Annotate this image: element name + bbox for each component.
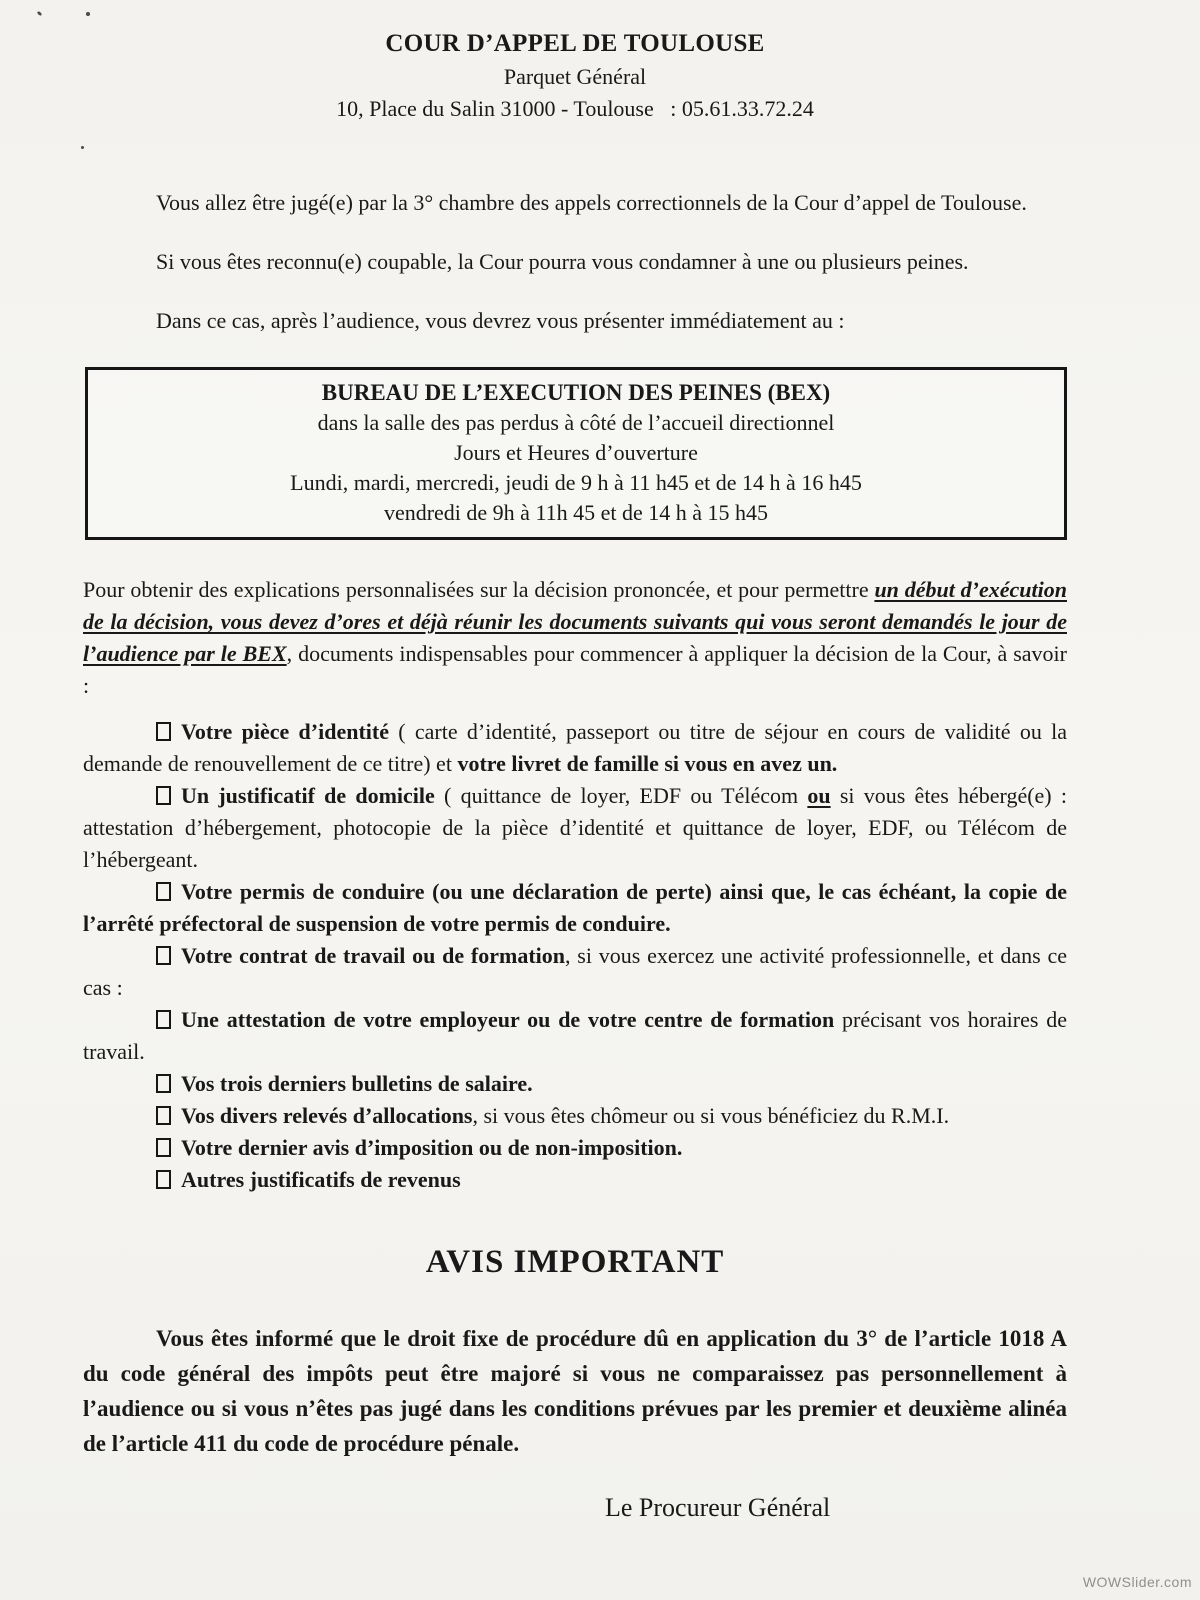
item-text-segment: précisant vos horaires de travail. — [83, 1007, 1067, 1064]
document-content — [83, 0, 1067, 1523]
item-text-segment: votre livret de famille si vous en avez un. — [457, 751, 838, 776]
item-text-segment: Un justificatif de domicile — [181, 783, 435, 808]
explain-paragraph — [83, 574, 1067, 702]
checklist — [83, 716, 1067, 1196]
header-subtitle: Parquet Général — [503, 64, 647, 89]
checklist-item — [83, 780, 1067, 876]
bex-location: dans la salle des pas perdus à côté de l’accueil directionnel — [317, 410, 835, 435]
checklist-item — [83, 1164, 1067, 1196]
avis-heading: AVIS IMPORTANT — [425, 1244, 725, 1280]
watermark: WOWSlider.com — [1082, 1574, 1192, 1590]
checkbox-icon — [156, 1170, 171, 1189]
item-text-segment: , si vous êtes chômeur ou si vous bénéficiez du R.M.I. — [472, 1103, 950, 1128]
header-address: 10, Place du Salin 31000 - Toulouse : 05.61.33.72.24 — [336, 96, 814, 121]
explain-emphasis: un début d’exécution de la décision, vous devez d’ores et déjà réunir les documents suivants qui vous seront demandés le jour de l’audience par le BEX — [83, 577, 1067, 666]
checkbox-icon — [156, 1106, 171, 1125]
checkbox-icon — [156, 1074, 171, 1093]
item-text-segment: Votre contrat de travail ou de formation — [181, 943, 566, 968]
explain-tail: , documents indispensables pour commencer à appliquer la décision de la Cour, à savoir : — [83, 641, 1067, 698]
explain-lead: Pour obtenir des explications personnalisées sur la décision prononcée, et pour permettre — [83, 577, 875, 602]
scan-speck — [37, 11, 43, 17]
checkbox-icon — [156, 1010, 171, 1029]
signature: Le Procureur Général — [605, 1493, 831, 1522]
item-text-segment: Votre permis de conduire (ou une déclaration de perte) ainsi que, le cas échéant, la copie de l’arrêté préfectoral de suspension de votre permis de conduire. — [83, 879, 1067, 936]
checklist-item — [83, 1068, 1067, 1100]
bex-hours-label: Jours et Heures d’ouverture — [454, 440, 698, 465]
checkbox-icon — [156, 882, 171, 901]
bex-title: BUREAU DE L’EXECUTION DES PEINES (BEX) — [321, 380, 831, 405]
intro-paragraph-2: Si vous êtes reconnu(e) coupable, la Cour pourra vous condamner à une ou plusieurs peines. — [156, 249, 969, 274]
item-text-segment: Vos divers relevés d’allocations — [181, 1103, 473, 1128]
item-text-segment: , si vous exercez une activité professionnelle, et dans ce cas : — [83, 943, 1068, 1000]
checklist-item — [83, 1132, 1067, 1164]
item-text-segment: Votre pièce d’identité — [181, 719, 389, 744]
item-text-segment: Une attestation de votre employeur ou de votre centre de formation — [181, 1007, 835, 1032]
item-text-segment: Votre dernier avis d’imposition ou de non-imposition. — [181, 1135, 683, 1160]
scan-speck — [86, 12, 90, 16]
bex-box — [85, 367, 1067, 540]
document-header — [83, 0, 1067, 122]
checklist-item — [83, 1004, 1067, 1068]
item-text-segment: si vous êtes hébergé(e) : attestation d’hébergement, photocopie de la pièce d’identité et quittance de loyer, EDF, ou Télécom de l’hébergeant. — [83, 783, 1067, 872]
item-text-segment: ( carte d’identité, passeport ou titre de séjour en cours de validité ou la demande de renouvellement de ce titre) et — [83, 719, 1068, 776]
item-text-segment: ou — [807, 783, 831, 808]
checklist-item — [83, 876, 1067, 940]
checkbox-icon — [156, 946, 171, 965]
court-title: COUR D’APPEL DE TOULOUSE — [385, 30, 765, 57]
checkbox-icon — [156, 1138, 171, 1157]
checkbox-icon — [156, 786, 171, 805]
item-text-segment: Autres justificatifs de revenus — [181, 1167, 461, 1192]
bex-hours-weekdays: Lundi, mardi, mercredi, jeudi de 9 h à 11 h45 et de 14 h à 16 h45 — [290, 470, 862, 495]
checklist-item — [83, 940, 1067, 1004]
checkbox-icon — [156, 722, 171, 741]
item-text-segment: ( quittance de loyer, EDF ou Télécom — [434, 783, 808, 808]
avis-paragraph: Vous êtes informé que le droit fixe de procédure dû en application du 3° de l’article 1018 A du code général des impôts peut être majoré si vous ne comparaissez pas personnellement à l’audience ou si vous n’êtes pas jugé dans les conditions prévues par les premier et deuxième alinéa de l’article 411 du code de procédure pénale. — [83, 1326, 1067, 1456]
checklist-item — [83, 716, 1067, 780]
scan-speck — [81, 146, 84, 149]
bex-hours-friday: vendredi de 9h à 11h 45 et de 14 h à 15 h45 — [383, 500, 769, 525]
checklist-item — [83, 1100, 1067, 1132]
intro-paragraph-3: Dans ce cas, après l’audience, vous devrez vous présenter immédiatement au : — [156, 308, 845, 333]
intro-paragraph-1: Vous allez être jugé(e) par la 3° chambre des appels correctionnels de la Cour d’appel de Toulouse. — [156, 190, 1027, 215]
item-text-segment: Vos trois derniers bulletins de salaire. — [181, 1071, 533, 1096]
